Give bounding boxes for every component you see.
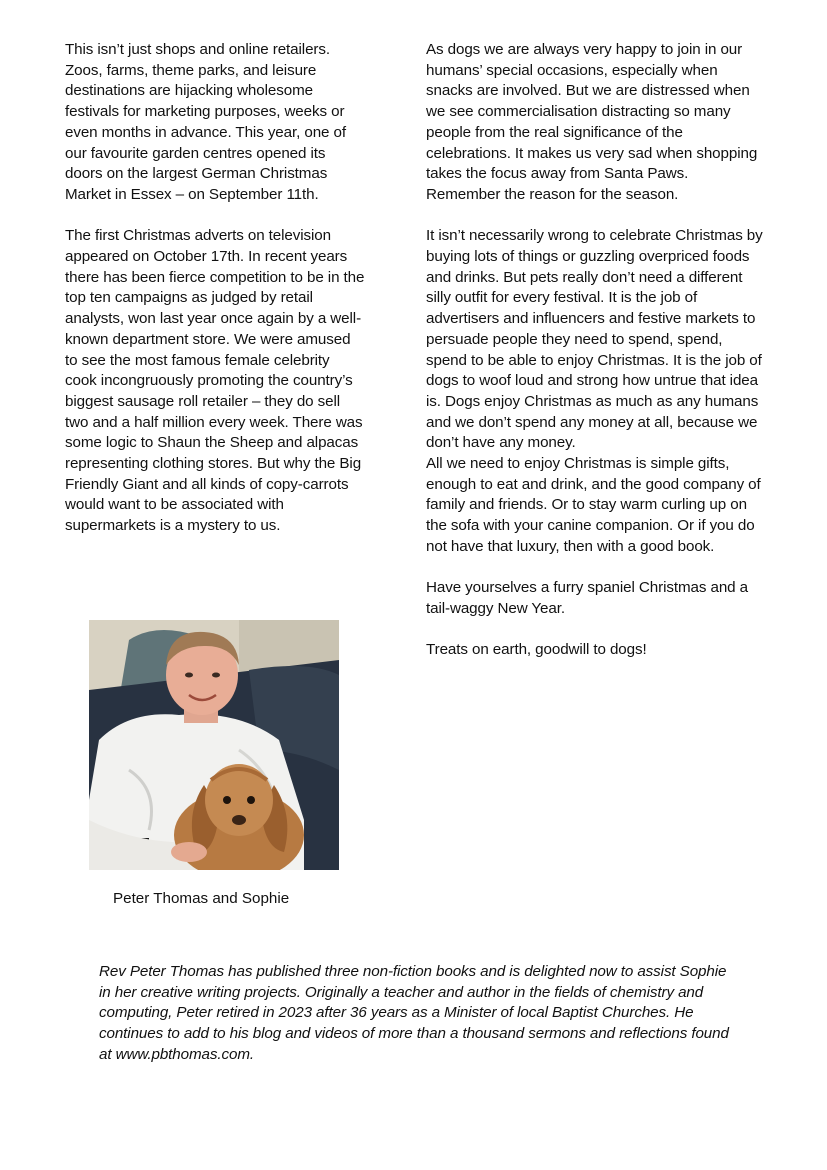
right-column xyxy=(426,40,766,682)
author-photo xyxy=(89,620,339,870)
author-bio: Rev Peter Thomas has published three non-fiction books and is delighted now to assist Sophie in her creative writing projects. Originally a teacher and author in the fields of chemistry and computing, Peter retired in 2023 after 36 years as a Minister of local Baptist Churches. He continues to add to his blog and videos of more than a thousand sermons and reflections found at www.pbthomas.com. xyxy=(99,963,729,1063)
paragraph: It isn’t necessarily wrong to celebrate Christmas by buying lots of things or guzzling overpriced foods and drinks. But pets really don’t need a different silly outfit for every festival. It is the job of advertisers and influencers and festive markets to persuade people they need to spend, spend, spend to be able to enjoy Christmas. It is the job of dogs to woof loud and strong how untrue that idea is. Dogs enjoy Christmas as much as any humans and we don’t spend any money at all, because we don’t have any money. xyxy=(426,227,763,452)
left-column xyxy=(65,40,365,558)
photo-caption: Peter Thomas and Sophie xyxy=(113,890,290,907)
paragraph: As dogs we are always very happy to join in our humans’ special occasions, especially when snacks are involved. But we are distressed when we see commercialisation distracting so many people from the real significance of the celebrations. It makes us very sad when shopping takes the focus away from Santa Paws. Remember the reason for the season. xyxy=(426,41,758,203)
paragraph: Treats on earth, goodwill to dogs! xyxy=(426,641,647,659)
paragraph: The first Christmas adverts on television appeared on October 17th. In recent years there has been fierce competition to be in the top ten campaigns as judged by retail analysts, won last year once again by a well-known department store. We were amused to see the most famous female celebrity cook incongruously promoting the country’s biggest sausage roll retailer – they do sell two and a half million every week. There was some logic to Shaun the Sheep and alpacas representing clothing stores. But why the Big Friendly Giant and all kinds of copy-carrots would want to be associated with supermarkets is a mystery to us. xyxy=(65,227,365,535)
paragraph: This isn’t just shops and online retailers. Zoos, farms, theme parks, and leisure destinations are hijacking wholesome festivals for marketing purposes, weeks or even months in advance. This year, one of our favourite garden centres opened its doors on the largest German Christmas Market in Essex – on September 11th. xyxy=(65,41,346,203)
paragraph: Have yourselves a furry spaniel Christmas and a tail-waggy New Year. xyxy=(426,579,748,617)
paragraph: All we need to enjoy Christmas is simple gifts, enough to eat and drink, and the good company of family and friends. Or to stay warm curling up on the sofa with your canine companion. Or if you do not have that luxury, then with a good book. xyxy=(426,455,761,555)
